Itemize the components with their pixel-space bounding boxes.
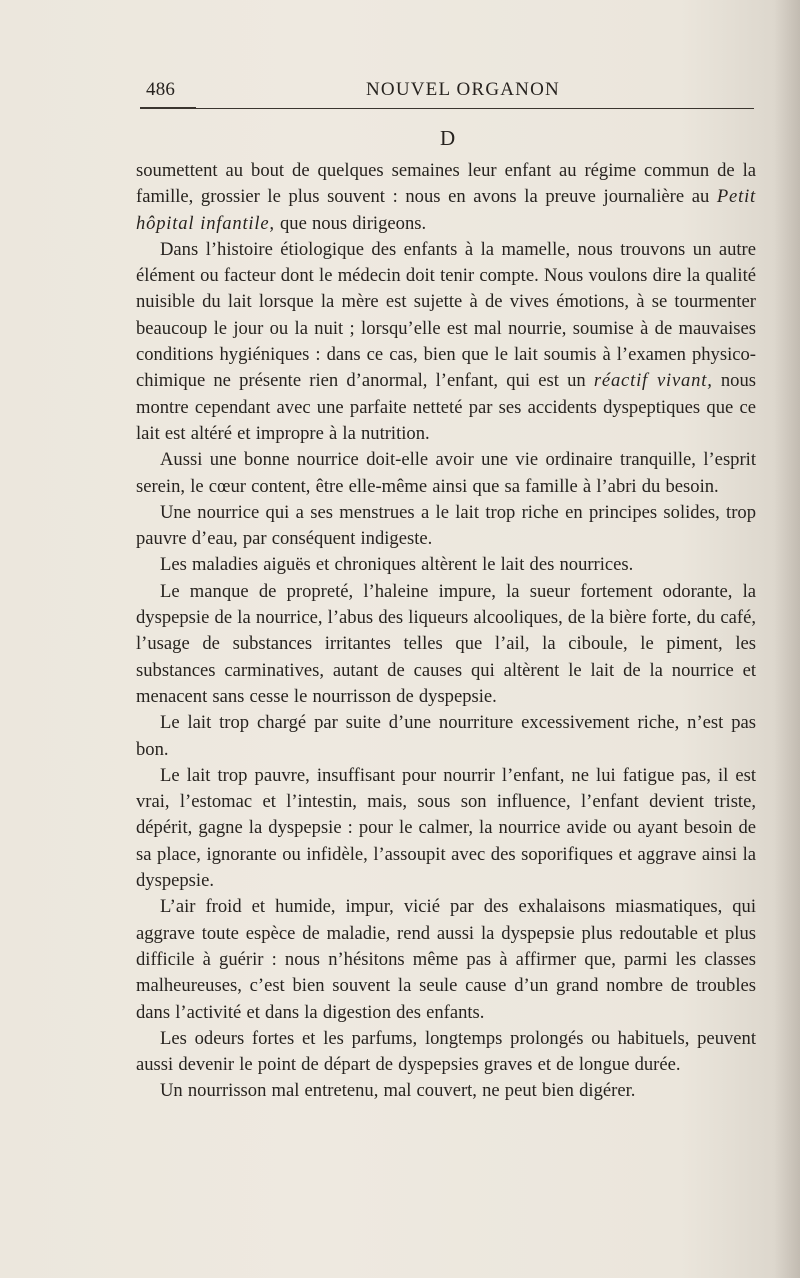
paragraph: Un nourrisson mal entretenu, mal couvert, ne peut bien digérer. xyxy=(160,1080,636,1102)
paragraph: L’air froid et humide, impur, vicié par des exhalaisons miasmatiques, qui aggrave toute espèce de maladie, rend aussi la dyspepsie plus redoutable et plus difficile à guérir : nous n’hésitons même pas à affirmer que, parmi les classes malheureuses, c’est bien souvent la seule cause d’un grand nombre de troubles dans l’activité et dans la digestion des enfants. xyxy=(136,896,756,1023)
paragraph: Le lait trop pauvre, insuffisant pour nourrir l’enfant, ne lui fatigue pas, il est vrai, l’estomac et l’intestin, mais, sous son influence, l’enfant devient triste, dépérit, gagne la dyspepsie : pour le calmer, la nourrice avide ou ayant besoin de sa place, ignorante ou infidèle, l’assoupit avec des soporifiques et aggrave ainsi la dyspepsie. xyxy=(136,764,756,892)
paragraph: Les maladies aiguës et chroniques altèrent le lait des nourrices. xyxy=(160,554,634,576)
page-header xyxy=(146,79,756,105)
header-rule xyxy=(140,108,754,109)
paragraph: Aussi une bonne nourrice doit-elle avoir une vie ordinaire tranquille, l’esprit serein, le cœur content, être elle-même ainsi que sa famille à l’abri du besoin. xyxy=(136,449,756,497)
section-letter: D xyxy=(440,126,456,150)
paragraph: soumettent au bout de quelques semaines leur enfant au régime commun de la famille, grossier le plus souvent : nous en avons la preuve journalière au Petit hôpital infantile, que nous dirigeons. xyxy=(136,160,756,234)
body-text xyxy=(136,158,756,1105)
paragraph: Une nourrice qui a ses menstrues a le lait trop riche en principes solides, trop pauvre d’eau, par conséquent indigeste. xyxy=(136,501,756,550)
paragraph: Dans l’histoire étiologique des enfants à la mamelle, nous trouvons un autre élément ou facteur dont le médecin doit tenir compte. Nous voulons dire la qualité nuisible du lait lorsque la mère est sujette à de vives émotions, à se tourmenter beaucoup le jour ou la nuit ; lorsqu’elle est mal nourrie, soumise à de mauvaises conditions hygiéniques : dans ce cas, bien que le lait soumis à l’examen physico-chimique ne présente rien d’anormal, l’enfant, qui est un réactif vivant, nous montre cependant avec une parfaite netteté par ses accidents dyspeptiques que ce lait est altéré et impropre à la nutrition. xyxy=(136,238,756,444)
page-edge-shadow xyxy=(774,0,800,1278)
running-title: NOUVEL ORGANON xyxy=(366,79,560,100)
paragraph: Le lait trop chargé par suite d’une nourriture excessivement riche, n’est pas bon. xyxy=(136,712,756,760)
paragraph: Les odeurs fortes et les parfums, longtemps prolongés ou habituels, peuvent aussi devenir le point de départ de dyspepsies graves et de longue durée. xyxy=(136,1027,756,1076)
page-number: 486 xyxy=(146,79,176,100)
paragraph: Le manque de propreté, l’haleine impure, la sueur fortement odorante, la dyspepsie de la nourrice, l’abus des liqueurs alcooliques, de la bière forte, du café, l’usage de substances irritantes telles que l’ail, la ciboule, le piment, les substances carminatives, autant de causes qui altèrent le lait de la nourrice et menacent sans cesse le nourrisson de dyspepsie. xyxy=(136,580,756,707)
